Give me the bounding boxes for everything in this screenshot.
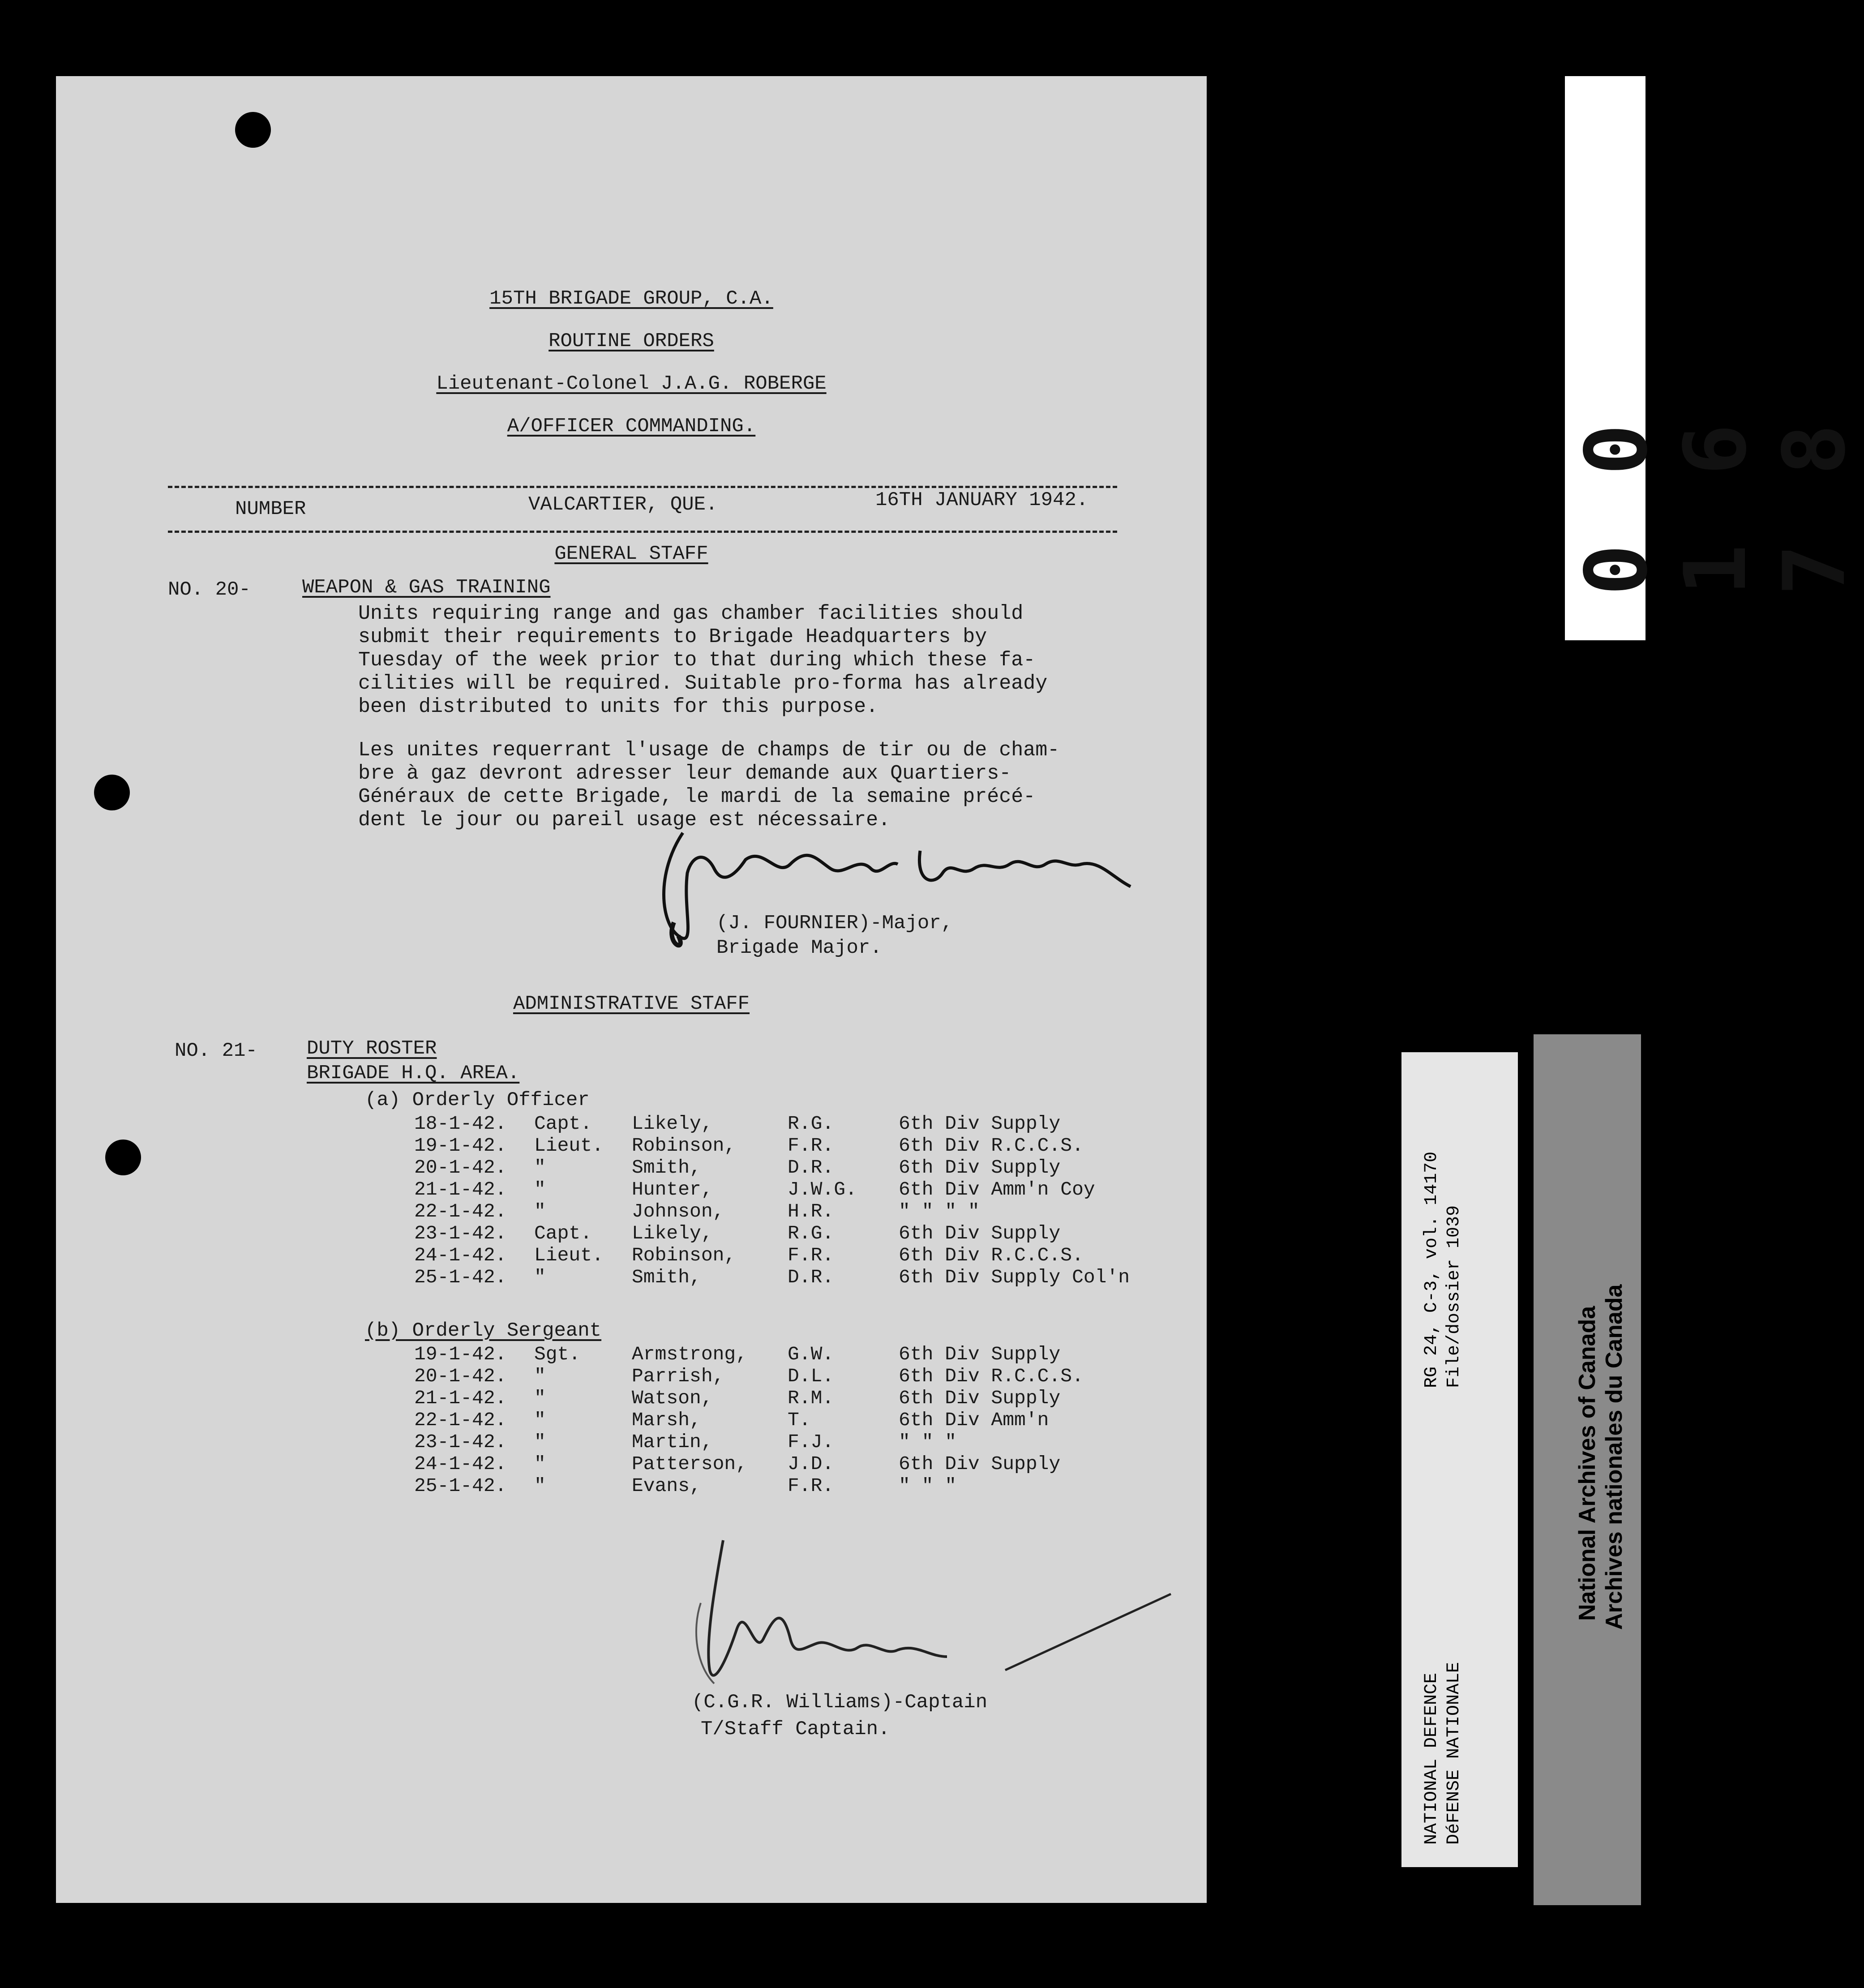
archive-reference-line1: RG 24, C-3, vol. 14170	[1422, 1151, 1442, 1388]
number-label: NUMBER	[235, 498, 306, 520]
rank: "	[534, 1387, 546, 1409]
table-row	[414, 1475, 1184, 1497]
order-number: NO. 21-	[175, 1040, 257, 1062]
surname: Robinson,	[632, 1135, 736, 1157]
duty-date: 23-1-42.	[414, 1222, 507, 1244]
surname: Johnson,	[632, 1200, 724, 1222]
unit: 6th Div R.C.C.S.	[899, 1244, 1084, 1266]
date: 16TH JANUARY 1942.	[875, 489, 1088, 511]
initials: D.L.	[788, 1365, 834, 1387]
orderly-sergeant-heading: (b) Orderly Sergeant	[365, 1320, 602, 1342]
punch-hole	[105, 1140, 141, 1175]
signatory-name: (C.G.R. Williams)-Captain	[692, 1691, 988, 1714]
duty-date: 25-1-42.	[414, 1266, 507, 1288]
document-page	[56, 76, 1207, 1903]
order-paragraph-english: Units requiring range and gas chamber facilities should submit their requirements to Brigade Headquarters by Tuesday of the week prior to that during which these fa- cilities will be required. Suitable pro-forma has already been distributed to units for this purpose.	[358, 602, 1048, 718]
punch-hole	[94, 775, 130, 810]
rank: "	[534, 1157, 546, 1178]
archives-name-english: National Archives of Canada	[1574, 1306, 1600, 1621]
initials: J.D.	[788, 1453, 834, 1475]
department-line1: NATIONAL DEFENCE	[1422, 1672, 1442, 1845]
surname: Likely,	[632, 1113, 713, 1135]
table-row	[414, 1266, 1184, 1288]
initials: F.R.	[788, 1244, 834, 1266]
rank: "	[534, 1178, 546, 1200]
table-row	[414, 1135, 1184, 1157]
rank: "	[534, 1453, 546, 1475]
initials: F.J.	[788, 1431, 834, 1453]
table-row	[414, 1409, 1184, 1431]
rank: "	[534, 1431, 546, 1453]
order-subtitle: BRIGADE H.Q. AREA.	[307, 1062, 520, 1084]
duty-date: 21-1-42.	[414, 1387, 507, 1409]
duty-date: 20-1-42.	[414, 1157, 507, 1178]
initials: R.G.	[788, 1222, 834, 1244]
unit: " " " "	[899, 1200, 980, 1222]
duty-date: 19-1-42.	[414, 1135, 507, 1157]
surname: Parrish,	[632, 1365, 724, 1387]
unit: " " "	[899, 1431, 957, 1453]
surname: Watson,	[632, 1387, 713, 1409]
unit: 6th Div Supply	[899, 1343, 1061, 1365]
duty-date: 22-1-42.	[414, 1409, 507, 1431]
surname: Marsh,	[632, 1409, 701, 1431]
signatory-name: (J. FOURNIER)-Major,	[716, 912, 953, 934]
unit: 6th Div Supply	[899, 1113, 1061, 1135]
table-row	[414, 1157, 1184, 1178]
initials: R.G.	[788, 1113, 834, 1135]
administrative-staff-heading: ADMINISTRATIVE STAFF	[513, 993, 750, 1015]
rank: "	[534, 1200, 546, 1222]
commander-name: Lieutenant-Colonel J.A.G. ROBERGE	[436, 373, 827, 395]
table-row	[414, 1431, 1184, 1453]
unit: 6th Div Amm'n Coy	[899, 1178, 1095, 1200]
orderly-officer-table	[414, 1113, 1184, 1288]
orderly-officer-heading: (a) Orderly Officer	[365, 1089, 590, 1111]
order-title: WEAPON & GAS TRAINING	[302, 576, 551, 599]
signature-fournier	[629, 819, 1144, 963]
surname: Martin,	[632, 1431, 713, 1453]
initials: D.R.	[788, 1266, 834, 1288]
divider-top	[168, 486, 1117, 488]
archive-reference-line2: File/dossier 1039	[1444, 1205, 1464, 1388]
surname: Hunter,	[632, 1178, 713, 1200]
surname: Robinson,	[632, 1244, 736, 1266]
duty-date: 19-1-42.	[414, 1343, 507, 1365]
unit: 6th Div R.C.C.S.	[899, 1135, 1084, 1157]
initials: R.M.	[788, 1387, 834, 1409]
duty-date: 23-1-42.	[414, 1431, 507, 1453]
place: VALCARTIER, QUE.	[528, 493, 718, 516]
table-row	[414, 1113, 1184, 1135]
table-row	[414, 1222, 1184, 1244]
surname: Likely,	[632, 1222, 713, 1244]
unit: 6th Div Supply Col'n	[899, 1266, 1130, 1288]
rank: Lieut.	[534, 1135, 604, 1157]
order-title: DUTY ROSTER	[307, 1037, 437, 1060]
surname: Armstrong,	[632, 1343, 748, 1365]
unit: 6th Div Supply	[899, 1387, 1061, 1409]
orderly-sergeant-table	[414, 1343, 1184, 1497]
punch-hole	[235, 112, 271, 148]
unit: 6th Div Supply	[899, 1157, 1061, 1178]
initials: T.	[788, 1409, 811, 1431]
department-line2: DéFENSE NATIONALE	[1444, 1662, 1464, 1845]
table-row	[414, 1244, 1184, 1266]
duty-date: 18-1-42.	[414, 1113, 507, 1135]
surname: Patterson,	[632, 1453, 748, 1475]
rank: Lieut.	[534, 1244, 604, 1266]
initials: D.R.	[788, 1157, 834, 1178]
divider-bottom	[168, 531, 1117, 533]
table-row	[414, 1387, 1184, 1409]
initials: H.R.	[788, 1200, 834, 1222]
rank: Capt.	[534, 1222, 592, 1244]
order-number: NO. 20-	[168, 578, 251, 601]
unit: 6th Div Amm'n	[899, 1409, 1049, 1431]
duty-date: 21-1-42.	[414, 1178, 507, 1200]
surname: Smith,	[632, 1157, 701, 1178]
general-staff-heading: GENERAL STAFF	[554, 543, 708, 565]
commander-title: A/OFFICER COMMANDING.	[507, 415, 756, 437]
rank: "	[534, 1409, 546, 1431]
rank: "	[534, 1266, 546, 1288]
table-row	[414, 1343, 1184, 1365]
rank: Capt.	[534, 1113, 592, 1135]
surname: Smith,	[632, 1266, 701, 1288]
duty-date: 20-1-42.	[414, 1365, 507, 1387]
order-paragraph-french: Les unites requerrant l'usage de champs de tir ou de cham- bre à gaz devront adresser leur demande aux Quartiers- Généraux de cette Brigade, le mardi de la semaine précé- dent le jour ou pareil usage est nécessaire.	[358, 739, 1060, 831]
initials: G.W.	[788, 1343, 834, 1365]
unit-title: 15TH BRIGADE GROUP, C.A.	[489, 287, 773, 310]
duty-date: 24-1-42.	[414, 1244, 507, 1266]
unit: " " "	[899, 1475, 957, 1497]
unit: 6th Div Supply	[899, 1222, 1061, 1244]
signatory-title: T/Staff Captain.	[701, 1718, 890, 1740]
rank: "	[534, 1365, 546, 1387]
table-row	[414, 1365, 1184, 1387]
surname: Evans,	[632, 1475, 701, 1497]
unit: 6th Div R.C.C.S.	[899, 1365, 1084, 1387]
unit: 6th Div Supply	[899, 1453, 1061, 1475]
duty-date: 24-1-42.	[414, 1453, 507, 1475]
table-row	[414, 1453, 1184, 1475]
initials: J.W.G.	[788, 1178, 857, 1200]
rank: Sgt.	[534, 1343, 581, 1365]
initials: F.R.	[788, 1135, 834, 1157]
routine-orders-title: ROUTINE ORDERS	[548, 330, 714, 352]
signatory-title: Brigade Major.	[716, 937, 882, 959]
initials: F.R.	[788, 1475, 834, 1497]
duty-date: 22-1-42.	[414, 1200, 507, 1222]
frame-number: 0 0 1 6 7 8	[1567, 415, 1864, 596]
rank: "	[534, 1475, 546, 1497]
duty-date: 25-1-42.	[414, 1475, 507, 1497]
table-row	[414, 1178, 1184, 1200]
archives-name-french: Archives nationales du Canada	[1601, 1284, 1627, 1630]
table-row	[414, 1200, 1184, 1222]
